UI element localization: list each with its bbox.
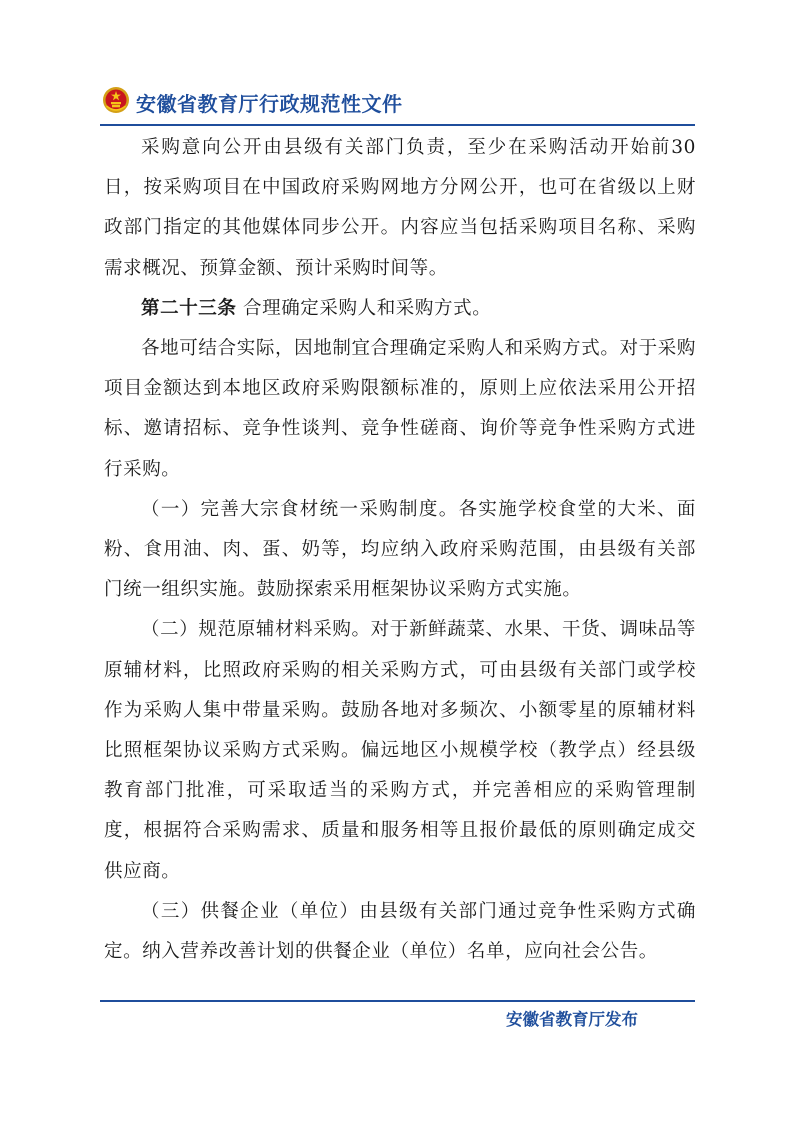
paragraph-procurement-method: 各地可结合实际，因地制宜合理确定采购人和采购方式。对于采购项目金额达到本地区政府采购限额标准的，原则上应依法采用公开招标、邀请招标、竞争性谈判、竞争性磋商、询价等竞争性采购方式进行采购。	[104, 338, 696, 480]
article-number: 第二十三条	[141, 297, 237, 319]
document-body	[104, 128, 696, 972]
header-title: 安徽省教育厅行政规范性文件	[136, 92, 403, 116]
article-heading	[104, 289, 696, 329]
document-header	[100, 80, 695, 128]
national-emblem-icon	[102, 86, 130, 114]
paragraph-procurement-intent: 采购意向公开由县级有关部门负责，至少在采购活动开始前30日，按采购项目在中国政府采购网地方分网公开，也可在省级以上财政部门指定的其他媒体同步公开。内容应当包括采购项目名称、采购需求概况、预算金额、预计采购时间等。	[104, 137, 696, 279]
footer-divider	[100, 1000, 695, 1002]
article-title: 合理确定采购人和采购方式。	[243, 297, 492, 319]
paragraph-item-three: （三）供餐企业（单位）由县级有关部门通过竞争性采购方式确定。纳入营养改善计划的供餐企业（单位）名单，应向社会公告。	[104, 900, 696, 963]
paragraph-item-one: （一）完善大宗食材统一采购制度。各实施学校食堂的大米、面粉、食用油、肉、蛋、奶等，均应纳入政府采购范围，由县级有关部门统一组织实施。鼓励探索采用框架协议采购方式实施。	[104, 498, 696, 601]
paragraph-item-two: （二）规范原辅材料采购。对于新鲜蔬菜、水果、干货、调味品等原辅材料，比照政府采购的相关采购方式，可由县级有关部门或学校作为采购人集中带量采购。鼓励各地对多频次、小额零星的原辅材料比照框架协议采购方式采购。偏远地区小规模学校（教学点）经县级教育部门批准，可采取适当的采购方式，并完善相应的采购管理制度，根据符合采购需求、质量和服务相等且报价最低的原则确定成交供应商。	[104, 619, 696, 882]
footer-publisher: 安徽省教育厅发布	[506, 1010, 638, 1029]
header-divider	[100, 124, 695, 126]
